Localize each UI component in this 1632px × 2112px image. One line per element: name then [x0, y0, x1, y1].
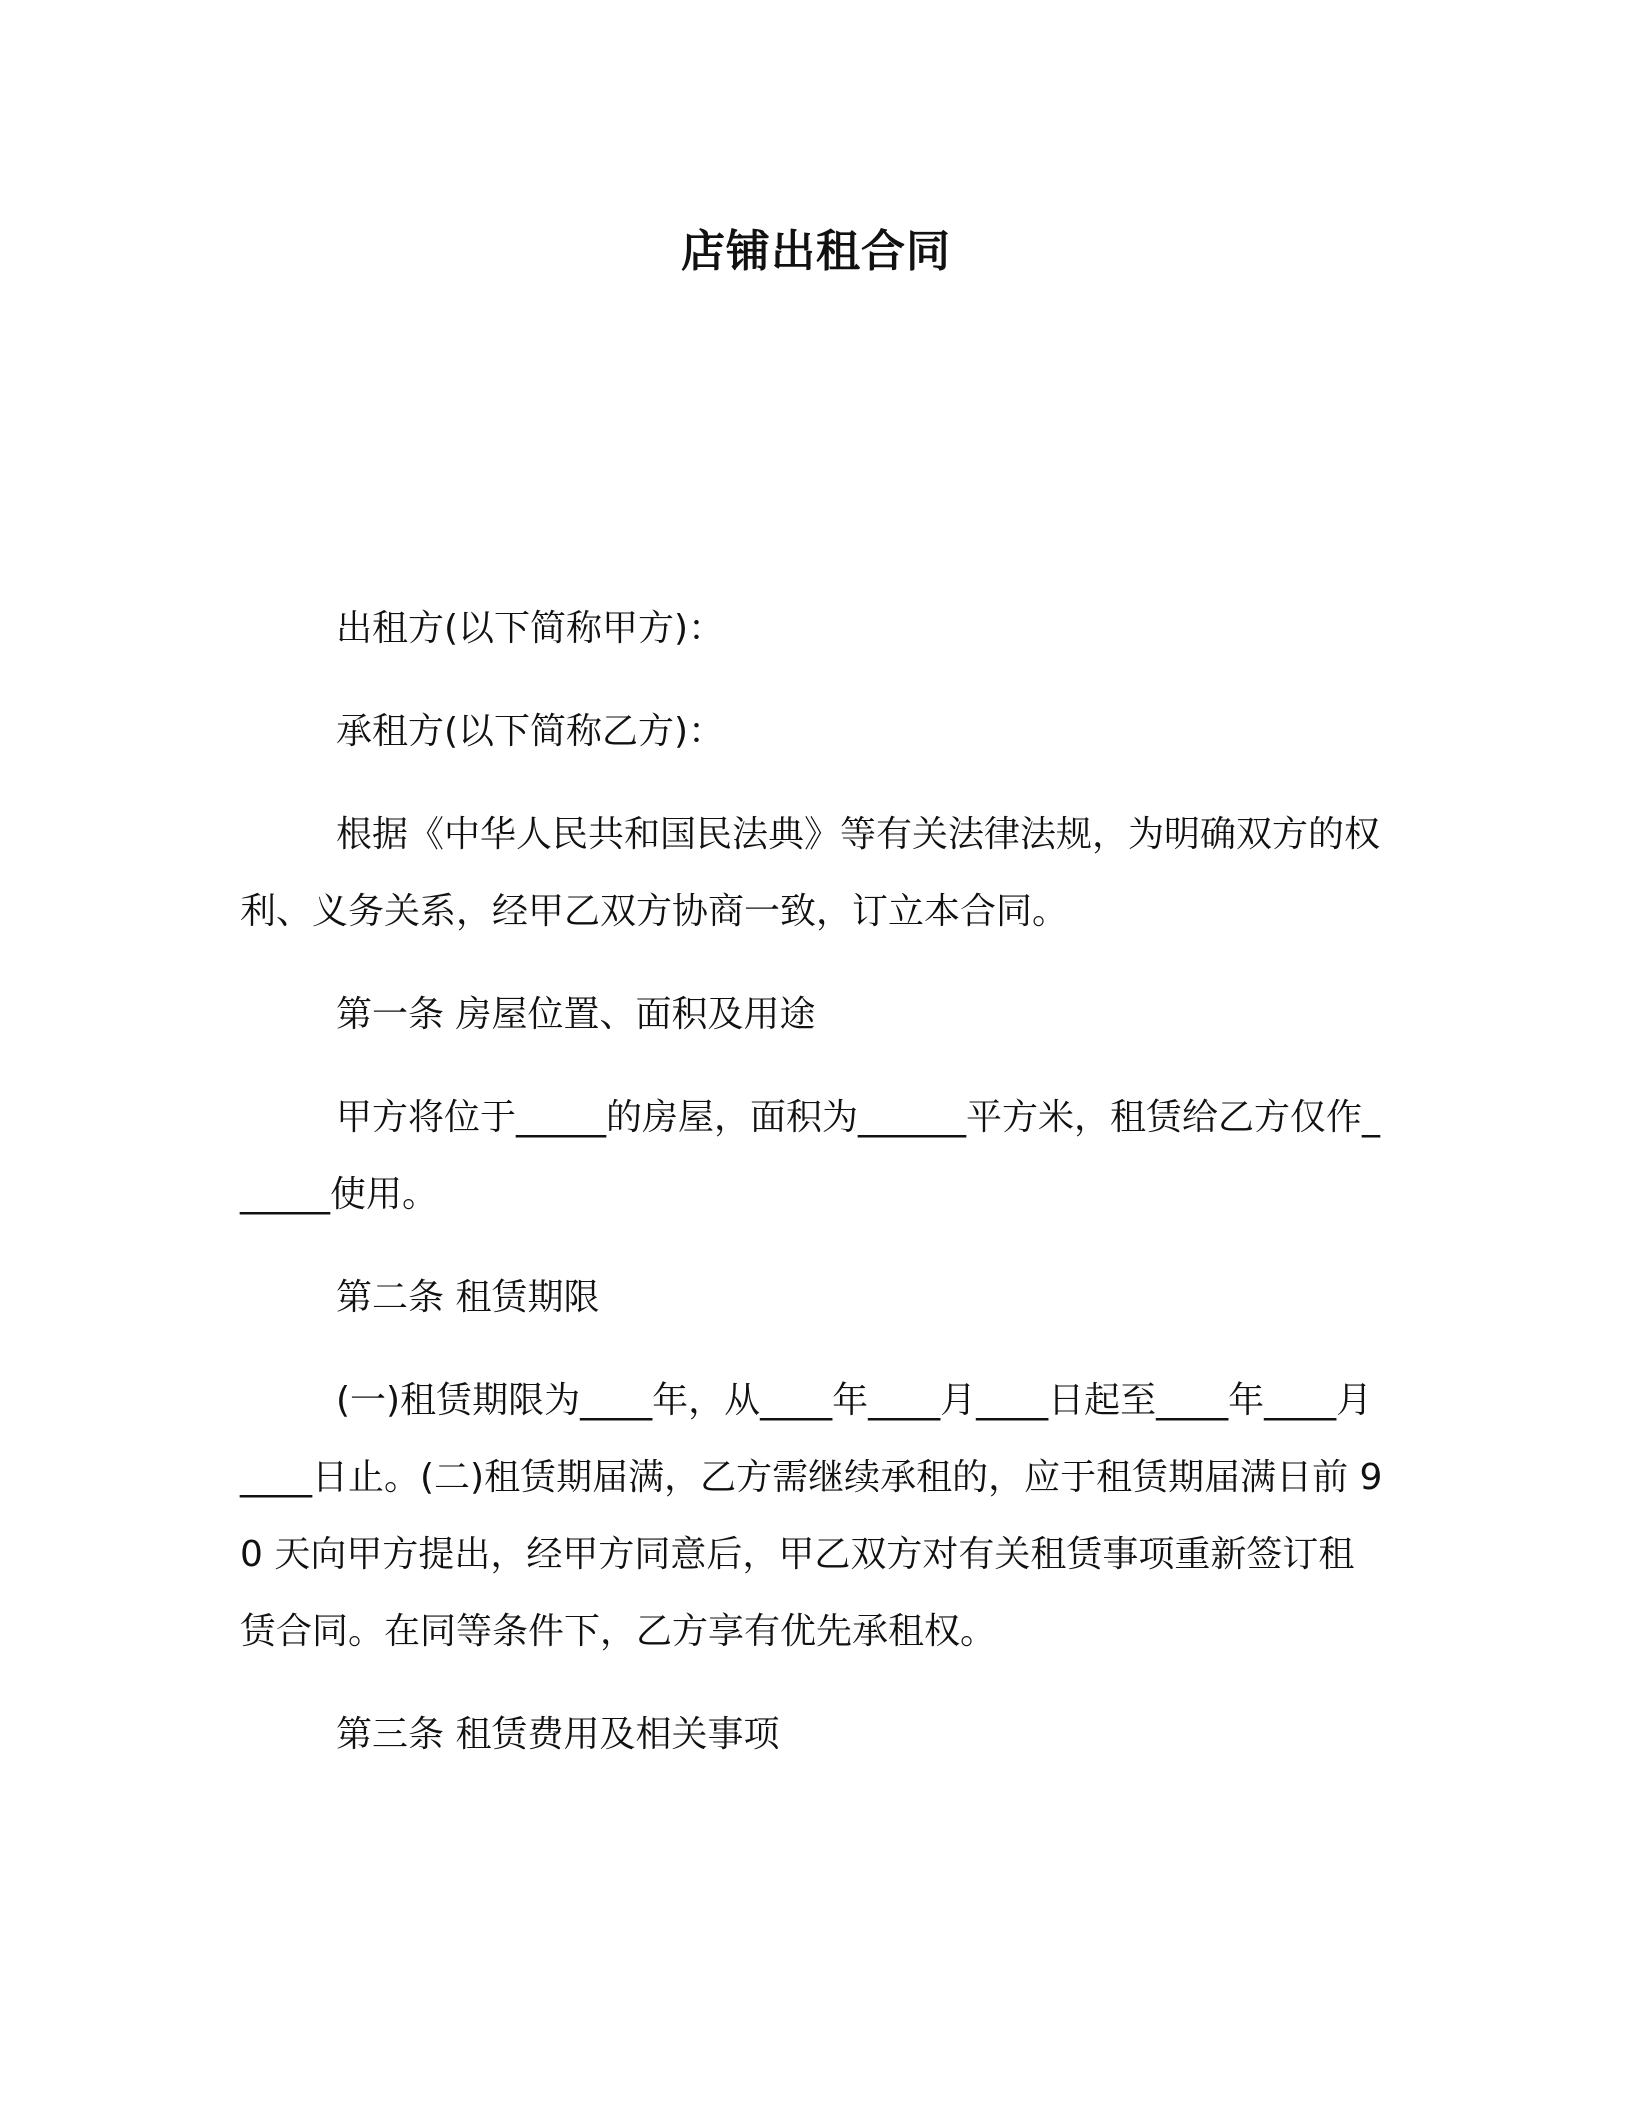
document-body: [240, 590, 1390, 1799]
article-3-heading: 第三条 租赁费用及相关事项: [336, 1714, 780, 1755]
article-1-heading: 第一条 房屋位置、面积及用途: [336, 994, 816, 1035]
document-title: 店铺出租合同: [681, 226, 951, 277]
article-1-text: 甲方将位于_____的房屋，面积为______平方米，租赁给乙方仅作______使用。: [240, 1097, 1381, 1215]
preamble-paragraph: 根据《中华人民共和国民法典》等有关法律法规，为明确双方的权利、义务关系，经甲乙双方协商一致，订立本合同。: [240, 814, 1381, 932]
lessor-line: 出租方(以下简称甲方)：: [336, 608, 725, 649]
article-2-heading: 第二条 租赁期限: [336, 1277, 600, 1318]
lessee-line: 承租方(以下简称乙方)：: [336, 711, 725, 752]
article-2-text: (一)租赁期限为____年，从____年____月____日起至____年____月____日止。(二)租赁期届满，乙方需继续承租的，应于租赁期届满日前 90 天向甲方提出，经甲方同意后，甲乙双方对有关租赁事项重新签订租赁合同。在同等条件下，乙方享有优先承租权。: [240, 1380, 1383, 1652]
